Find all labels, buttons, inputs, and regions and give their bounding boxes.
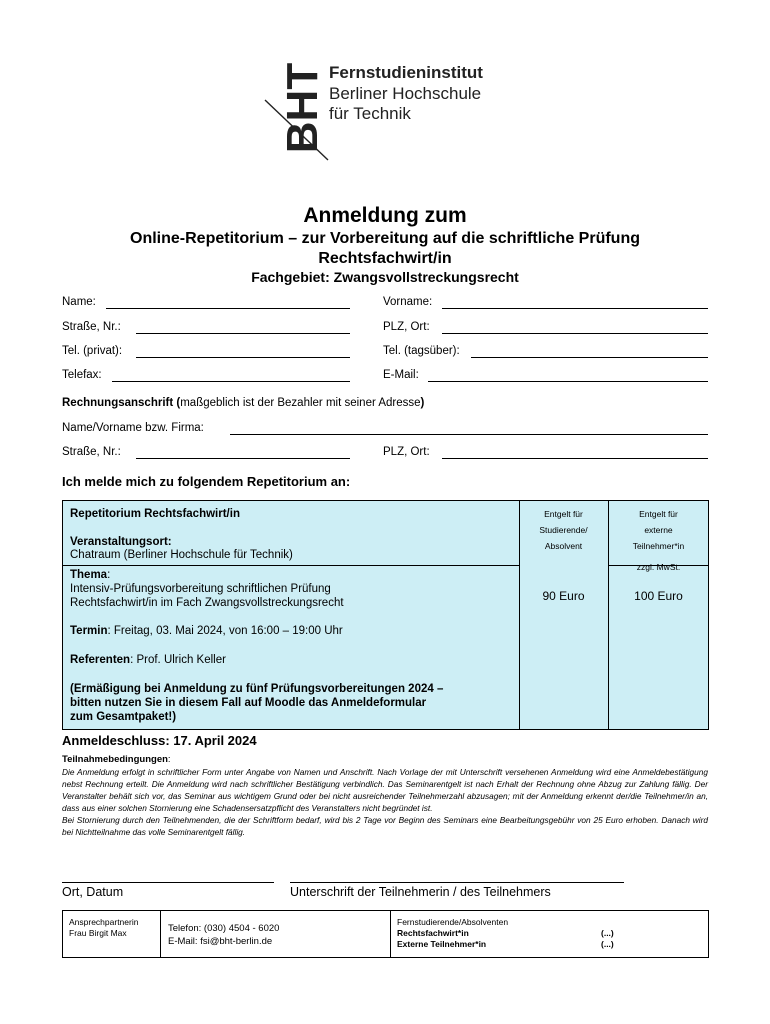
fee-marks: [601, 928, 614, 950]
page-subtitle: [0, 229, 770, 269]
discount-line-2: bitten nutzen Sie in diesem Fall auf Moodle das Anmeldeformular: [70, 697, 427, 709]
logo-line-1: Fernstudieninstitut: [329, 63, 483, 82]
subtitle-line-1: Online-Repetitorium – zur Vorbereitung auf die schriftliche Prüfung: [130, 230, 640, 247]
billing-name-label: Name/Vorname bzw. Firma:: [62, 422, 204, 434]
speaker: [70, 653, 226, 667]
contact-line: Frau Birgit Max: [69, 928, 127, 938]
date-value: : Freitag, 03. Mai 2024, von 16:00 – 19:00 Uhr: [107, 625, 343, 637]
billing-street-label: Straße, Nr.:: [62, 446, 121, 458]
conditions-heading-text: Teilnahmebedingungen: [62, 754, 168, 765]
fee-students-header: [519, 506, 608, 554]
subject-area: Fachgebiet: Zwangsvollstreckungsrecht: [251, 269, 519, 285]
course-title: Repetitorium Rechtsfachwirt/in: [70, 508, 240, 520]
venue-value: Chatraum (Berliner Hochschule für Technik): [70, 549, 293, 561]
logo-line-2: Berliner Hochschule: [329, 83, 482, 103]
header-text: Entgelt für: [544, 509, 583, 519]
billing-heading-note: maßgeblich ist der Bezahler mit seiner Adresse: [180, 397, 421, 409]
topic-line-2: Rechtsfachwirt/in im Fach Zwangsvollstreckungsrecht: [70, 597, 344, 609]
fee-summary: [397, 917, 508, 950]
fax-field[interactable]: [112, 381, 350, 382]
date: [70, 624, 343, 638]
topic-line-1: Intensiv-Prüfungsvorbereitung schriftlichen Prüfung: [70, 583, 331, 595]
header-text: Entgelt für: [639, 509, 678, 519]
contact-email: E-Mail: fsi@bht-berlin.de: [168, 936, 273, 947]
table-divider: [63, 565, 519, 566]
page-title: Anmeldung zum: [303, 204, 467, 227]
discount-line-1: (Ermäßigung bei Anmeldung zu fünf Prüfungsvorbereitungen 2024 –: [70, 683, 444, 695]
tel-private-label: Tel. (privat):: [62, 345, 123, 357]
place-date-label: Ort, Datum: [62, 885, 124, 899]
tel-private-field[interactable]: [136, 357, 350, 358]
topic-colon: :: [107, 569, 111, 581]
email-field[interactable]: [428, 381, 708, 382]
email-label: E-Mail:: [383, 369, 419, 381]
footer-table: [62, 910, 709, 958]
table-divider: [160, 911, 161, 957]
header-text: Absolvent: [544, 541, 583, 551]
billing-heading-bold: Rechnungsanschrift (: [62, 397, 181, 409]
conditions-paragraph-2: Bei Stornierung durch den Teilnehmenden, die der Schriftform bedarf, wird bis 2 Tage vor Beginn des Seminars eine Bearbeitungsgebühr von 25 Euro erhoben. Danach wird bei Nichtteilnahme das volle Seminarentgelt fällig.: [62, 815, 708, 837]
fax-label: Telefax:: [62, 369, 102, 381]
plz-field[interactable]: [442, 333, 708, 334]
logo-line-3: für Technik: [329, 104, 411, 123]
discount-note: [70, 682, 443, 724]
tel-daytime-field[interactable]: [471, 357, 708, 358]
signature-label: Unterschrift der Teilnehmerin / des Teilnehmers: [290, 885, 551, 899]
header-text: Studierende/: [539, 525, 588, 535]
billing-plz-field[interactable]: [442, 458, 708, 459]
vorname-label: Vorname:: [383, 296, 433, 308]
conditions-paragraph-1: Die Anmeldung erfolgt in schriftlicher Form unter Angabe von Namen und Anschrift. Nach Vorlage der mit Unterschrift versehenen Anmeldung wird eine Anmeldebestätigung nebst Rechnung erteilt. Die Anmeldung wird nach schriftlicher Bestätigung verbindlich. Das Seminarentgelt ist nach Erhalt der Rechnung ohne Abzug zur Zahlung fällig. Der Veranstalter behält sich vor, das Seminar aus wichtigem Grund oder bei nicht ausreichender Teilnehmerzahl abzusagen; mit der Anmeldung erkennt der/die Teilnehmer/in an, dass aus einer solchen Stornierung eine Schadensersatzpflicht des Veranstalters nicht begründet ist.: [62, 767, 708, 813]
contact-person: [69, 917, 138, 939]
logo-text: [329, 63, 483, 125]
subtitle-line-2: Rechtsfachwirt/in: [318, 250, 452, 267]
register-heading: Ich melde mich zu folgendem Repetitorium an:: [62, 474, 351, 489]
discount-line-3: zum Gesamtpaket!): [70, 711, 177, 723]
name-label: Name:: [62, 296, 96, 308]
tel-daytime-label: Tel. (tagsüber):: [383, 345, 460, 357]
contact-details: [168, 922, 279, 948]
billing-name-field[interactable]: [230, 434, 708, 435]
summary-line: Externe Teilnehmer*in: [397, 939, 487, 949]
fee-mark: (...): [601, 928, 614, 938]
header-text: zzgl. MwSt.: [636, 562, 681, 572]
course-table: [62, 500, 709, 730]
topic: [70, 568, 110, 582]
price-external: 100 Euro: [634, 589, 683, 603]
contact-line: Ansprechpartnerin: [69, 917, 139, 927]
billing-heading-close: ): [420, 397, 425, 409]
summary-line: Rechtsfachwirt*in: [397, 928, 469, 938]
table-divider: [390, 911, 391, 957]
header-text: Teilnehmer*in: [632, 541, 685, 551]
logo-letters: BHT: [278, 62, 327, 154]
plz-label: PLZ, Ort:: [383, 321, 430, 333]
signature-field[interactable]: [290, 882, 624, 883]
name-field[interactable]: [106, 308, 350, 309]
street-label: Straße, Nr.:: [62, 321, 121, 333]
billing-plz-label: PLZ, Ort:: [383, 446, 430, 458]
conditions-heading: [62, 754, 171, 765]
contact-phone: Telefon: (030) 4504 - 6020: [168, 923, 280, 934]
billing-heading: [62, 397, 424, 409]
fee-external-header: [608, 506, 709, 575]
speaker-value: : Prof. Ulrich Keller: [130, 654, 226, 666]
vorname-field[interactable]: [442, 308, 708, 309]
date-label: Termin: [70, 625, 108, 637]
conditions-heading-colon: :: [167, 754, 171, 765]
street-field[interactable]: [136, 333, 350, 334]
billing-street-field[interactable]: [136, 458, 350, 459]
speaker-label: Referenten: [70, 654, 131, 666]
summary-line: Fernstudierende/Absolventen: [397, 917, 509, 927]
fee-mark: (...): [601, 939, 614, 949]
place-date-field[interactable]: [62, 882, 274, 883]
topic-label: Thema: [70, 569, 108, 581]
price-students: 90 Euro: [542, 589, 585, 603]
venue-label: Veranstaltungsort:: [70, 536, 172, 548]
conditions-text: [62, 766, 708, 838]
header-text: externe: [644, 525, 673, 535]
registration-deadline: Anmeldeschluss: 17. April 2024: [62, 733, 257, 748]
